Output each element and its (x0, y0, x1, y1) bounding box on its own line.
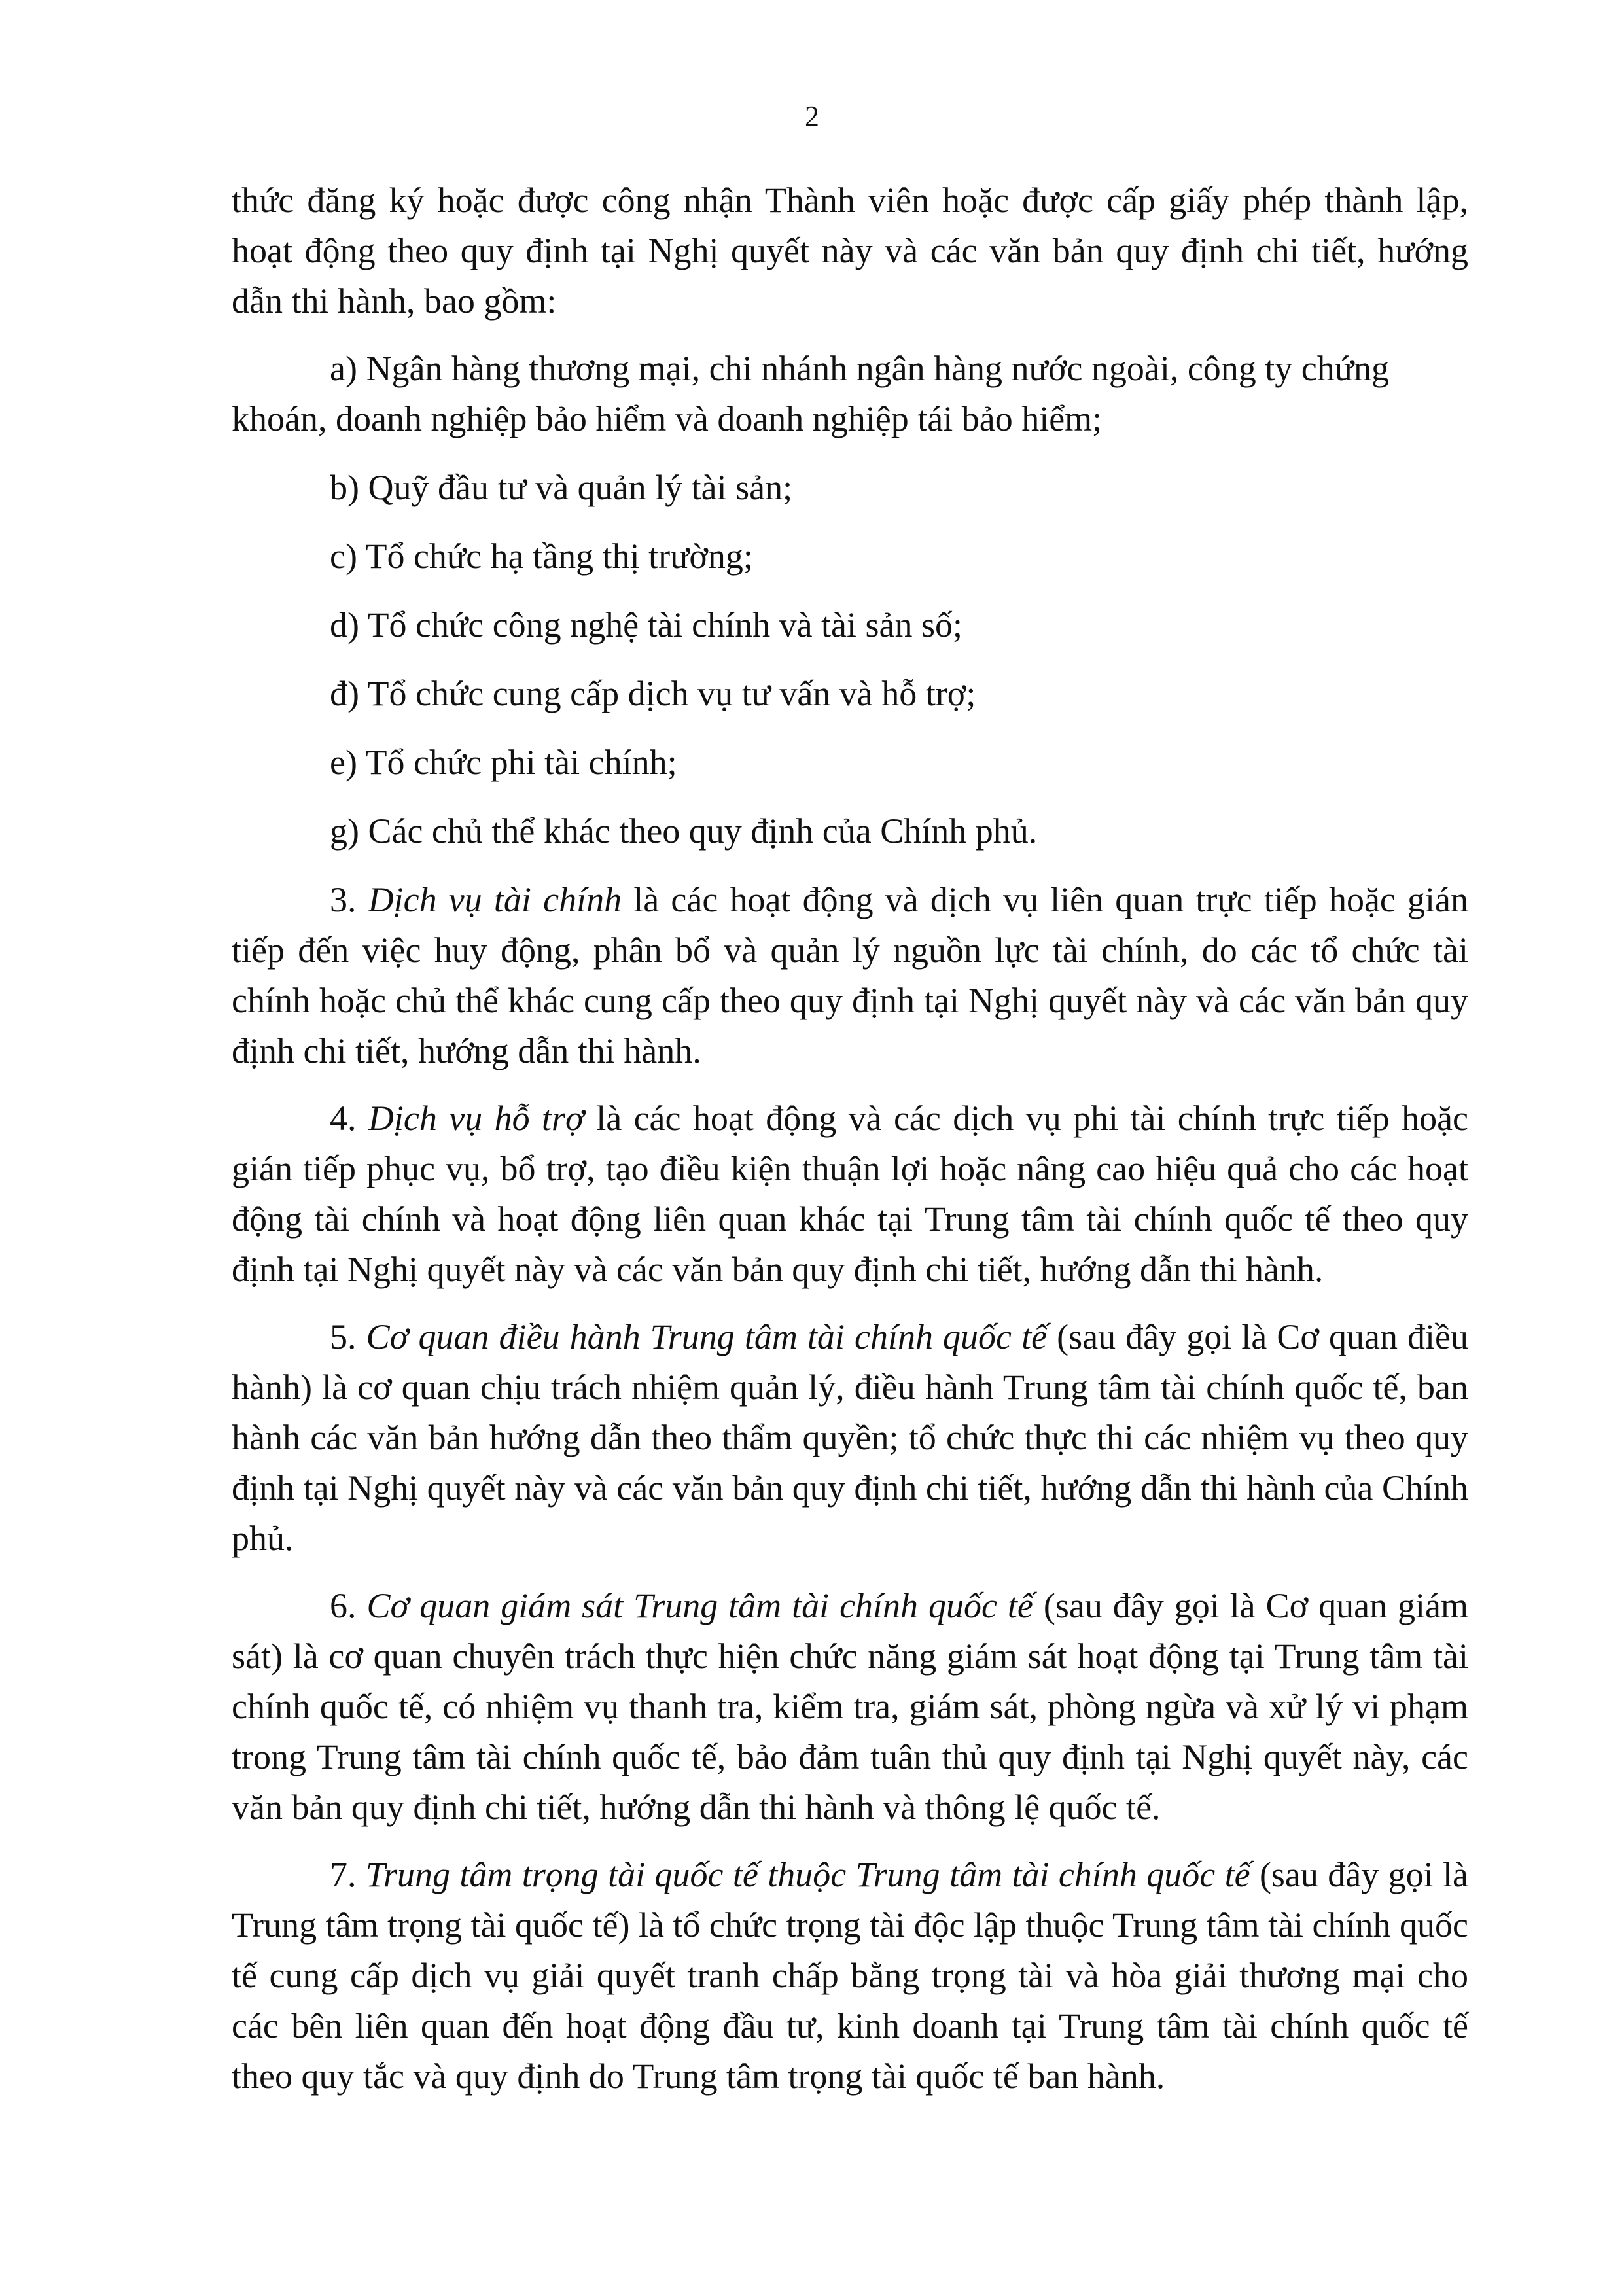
definition-term: Cơ quan điều hành Trung tâm tài chính quốc tế (366, 1317, 1048, 1356)
definition-term: Cơ quan giám sát Trung tâm tài chính quốc tế (366, 1586, 1033, 1625)
definition-4 (232, 1093, 1468, 1295)
intro-paragraph: thức đăng ký hoặc được công nhận Thành viên hoặc được cấp giấy phép thành lập, hoạt động theo quy định tại Nghị quyết này và các văn bản quy định chi tiết, hướng dẫn thi hành, bao gồm: (232, 181, 1468, 321)
definition-number: 4. (330, 1099, 357, 1138)
definition-text: là các hoạt động và các dịch vụ phi tài chính trực tiếp hoặc gián tiếp phục vụ, bổ trợ, tạo điều kiện thuận lợi hoặc nâng cao hiệu quả cho các hoạt động tài chính và hoạt động liên quan khác tại Trung tâm tài chính quốc tế theo quy định tại Nghị quyết này và các văn bản quy định chi tiết, hướng dẫn thi hành. (232, 1099, 1469, 1289)
definition-text: (sau đây gọi là Trung tâm trọng tài quốc tế) là tổ chức trọng tài độc lập thuộc Trung tâm tài chính quốc tế cung cấp dịch vụ giải quyết tranh chấp bằng trọng tài và hòa giải thương mại cho các bên liên quan đến hoạt động đầu tư, kinh doanh tại Trung tâm tài chính quốc tế theo quy tắc và quy định do Trung tâm trọng tài quốc tế ban hành. (232, 1855, 1469, 2096)
definition-number: 5. (330, 1317, 357, 1356)
definition-text: là các hoạt động và dịch vụ liên quan trực tiếp hoặc gián tiếp đến việc huy động, phân bổ và quản lý nguồn lực tài chính, do các tổ chức tài chính hoặc chủ thể khác cung cấp theo quy định tại Nghị quyết này và các văn bản quy định chi tiết, hướng dẫn thi hành. (232, 880, 1469, 1070)
list-item-dd: đ) Tổ chức cung cấp dịch vụ tư vấn và hỗ trợ; (330, 674, 976, 713)
list-item-c: c) Tổ chức hạ tầng thị trường; (330, 537, 753, 576)
list-item-d: d) Tổ chức công nghệ tài chính và tài sản số; (330, 605, 963, 645)
definition-term: Dịch vụ hỗ trợ (368, 1099, 584, 1138)
definition-5 (232, 1312, 1468, 1564)
definition-term: Dịch vụ tài chính (368, 880, 622, 919)
list-item-g: g) Các chủ thể khác theo quy định của Chính phủ. (330, 811, 1038, 851)
definition-text: (sau đây gọi là Cơ quan giám sát) là cơ quan chuyên trách thực hiện chức năng giám sát hoạt động tại Trung tâm tài chính quốc tế, có nhiệm vụ thanh tra, kiểm tra, giám sát, phòng ngừa và xử lý vi phạm trong Trung tâm tài chính quốc tế, bảo đảm tuân thủ quy định tại Nghị quyết này, các văn bản quy định chi tiết, hướng dẫn thi hành và thông lệ quốc tế. (232, 1586, 1469, 1827)
definition-3 (232, 875, 1468, 1076)
definition-number: 7. (330, 1855, 357, 1894)
page-number: 2 (805, 100, 819, 132)
definition-number: 6. (330, 1586, 357, 1625)
list-item-b: b) Quỹ đầu tư và quản lý tài sản; (330, 468, 793, 507)
definition-text: (sau đây gọi là Cơ quan điều hành) là cơ quan chịu trách nhiệm quản lý, điều hành Trung tâm tài chính quốc tế, ban hành các văn bản hướng dẫn theo thẩm quyền; tổ chức thực thi các nhiệm vụ theo quy định tại Nghị quyết này và các văn bản quy định chi tiết, hướng dẫn thi hành của Chính phủ. (232, 1317, 1468, 1558)
list-item-a: a) Ngân hàng thương mại, chi nhánh ngân hàng nước ngoài, công ty chứng khoán, doanh nghiệp bảo hiểm và doanh nghiệp tái bảo hiểm; (232, 349, 1390, 438)
definition-number: 3. (330, 880, 357, 919)
definition-6 (232, 1581, 1468, 1833)
definition-term: Trung tâm trọng tài quốc tế thuộc Trung tâm tài chính quốc tế (365, 1855, 1250, 1894)
definition-7 (232, 1850, 1468, 2102)
document-body (232, 175, 1468, 2119)
list-item-e: e) Tổ chức phi tài chính; (330, 743, 677, 782)
